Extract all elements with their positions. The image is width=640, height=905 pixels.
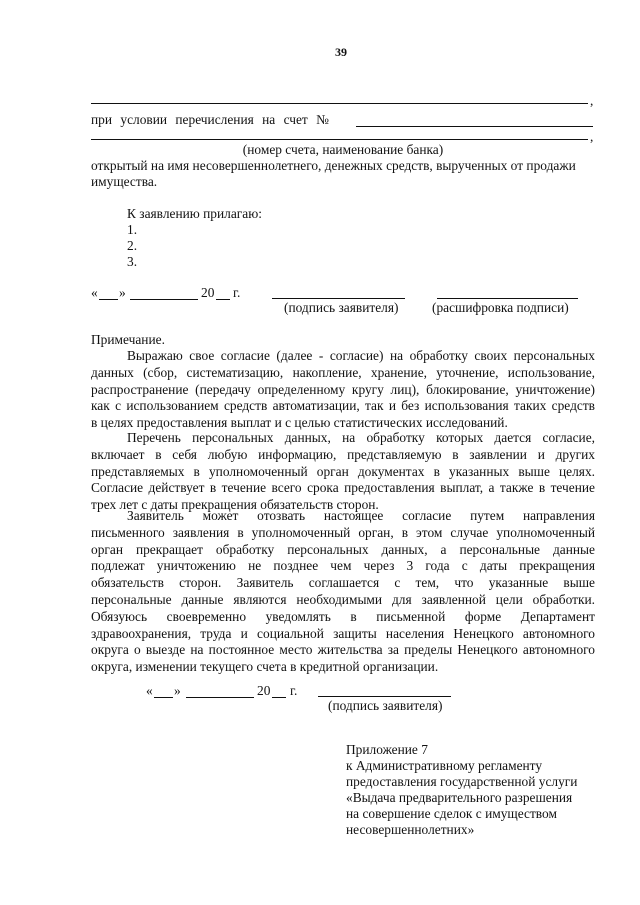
date-quote-close-1: » (119, 285, 126, 300)
note-p2-line: Перечень персональных данных, на обработку которых дается согласие, (127, 430, 595, 445)
note-p2-line: Согласие действует в течение всего срока предоставления выплат, а также в течение (91, 480, 595, 496)
note-p3-line: обязательств сторон. Заявитель соглашается с тем, что указанные выше (91, 575, 595, 591)
blank-line-top (91, 103, 588, 104)
account-text-line-2: имущества. (91, 174, 158, 189)
note-p1-line: распространение (передачу определенному кругу лиц), блокирование, уничтожение) (91, 381, 595, 397)
note-paragraph-3 (91, 508, 595, 676)
date-year-prefix-1: 20 (201, 285, 215, 300)
account-text-line-1: открытый на имя несовершеннолетнего, денежных средств, вырученных от продажи (91, 158, 576, 173)
note-p3-line: письменного заявления в уполномоченный орган, в этом случае уполномоченный (91, 524, 595, 540)
signature-caption-2: (подпись заявителя) (328, 698, 443, 713)
date-quote-open-2: « (146, 683, 153, 698)
blank-line-bank (91, 139, 588, 140)
date-year-suffix-2: г. (290, 683, 298, 698)
account-number-blank (356, 126, 593, 127)
note-p1-line: в целях предоставления выплат и с целью статистических исследований. (91, 415, 508, 431)
note-p3-line: округа о выезде на постоянное место жительства за пределы Ненецкого автономного (91, 642, 595, 658)
note-p3-line: Обязуюсь своевременно уведомлять в письменной форме Департамент (91, 608, 595, 624)
page-number: 39 (335, 45, 347, 59)
appendix-line: несовершеннолетних» (346, 822, 475, 837)
decode-signature-caption: (расшифровка подписи) (432, 300, 569, 315)
note-p3-line: орган прекращает обработку персональных данных, а персональные данные (91, 541, 595, 557)
appendix-line: «Выдача предварительного разрешения (346, 790, 573, 805)
date-month-blank-1 (130, 299, 198, 300)
signature-line-2 (318, 696, 451, 697)
decode-signature-line (437, 298, 578, 299)
note-p1-line: данных (сбор, систематизацию, накопление, хранение, уточнение, использование, (91, 364, 595, 380)
note-p3-line: подлежат уничтожению не позднее чем через 3 года с даты прекращения (91, 558, 595, 574)
date-year-prefix-2: 20 (257, 683, 271, 698)
note-heading: Примечание. (91, 332, 165, 347)
signature-caption-1: (подпись заявителя) (284, 300, 399, 315)
date-day-blank-1 (99, 299, 118, 300)
signature-line-1 (272, 298, 405, 299)
note-p3-line: округа, изменении текущего счета в кредитной организации. (91, 659, 439, 675)
appendix-title: Приложение 7 (346, 742, 428, 757)
note-p1-line: Выражаю свое согласие (далее - согласие) на обработку своих персональных (127, 348, 595, 363)
attachment-item-2: 2. (127, 238, 138, 253)
date-day-blank-2 (154, 697, 173, 698)
appendix-line: на совершение сделок с имуществом (346, 806, 557, 821)
date-year-blank-1 (216, 299, 230, 300)
date-quote-open-1: « (91, 285, 98, 300)
date-year-suffix-1: г. (233, 285, 241, 300)
note-p3-line: персональные данные являются необходимыми для заявленной цели обработки. (91, 591, 595, 607)
date-year-blank-2 (272, 697, 286, 698)
date-month-blank-2 (186, 697, 254, 698)
account-prefix: при условии перечисления на счет № (91, 112, 329, 127)
note-p1-line: как с использованием средств автоматизации, так и без использования таких средств (91, 398, 595, 414)
note-p3-line: здравоохранения, труда и социальной защиты населения Ненецкого автономного (91, 625, 595, 641)
appendix-line: к Административному регламенту (346, 758, 543, 773)
appendix-line: предоставления государственной услуги (346, 774, 578, 789)
comma-1: , (590, 93, 594, 108)
note-p2-line: трех лет с даты прекращения обязательств сторон. (91, 497, 379, 513)
note-p2-line: включает в себя любую информацию, представляемую в заявлении и других (91, 446, 595, 462)
attachments-heading: К заявлению прилагаю: (127, 206, 262, 221)
attachment-item-3: 3. (127, 254, 138, 269)
attachment-item-1: 1. (127, 222, 138, 237)
date-quote-close-2: » (174, 683, 181, 698)
account-caption: (номер счета, наименование банка) (242, 142, 444, 157)
note-paragraph-1 (91, 348, 595, 432)
note-paragraph-2 (91, 430, 595, 514)
note-p3-line: Заявитель может отозвать настоящее согласие путем направления (127, 508, 595, 523)
note-p2-line: представляемых в уполномоченный орган документах в указанных выше целях. (91, 463, 595, 479)
comma-2: , (590, 129, 594, 144)
